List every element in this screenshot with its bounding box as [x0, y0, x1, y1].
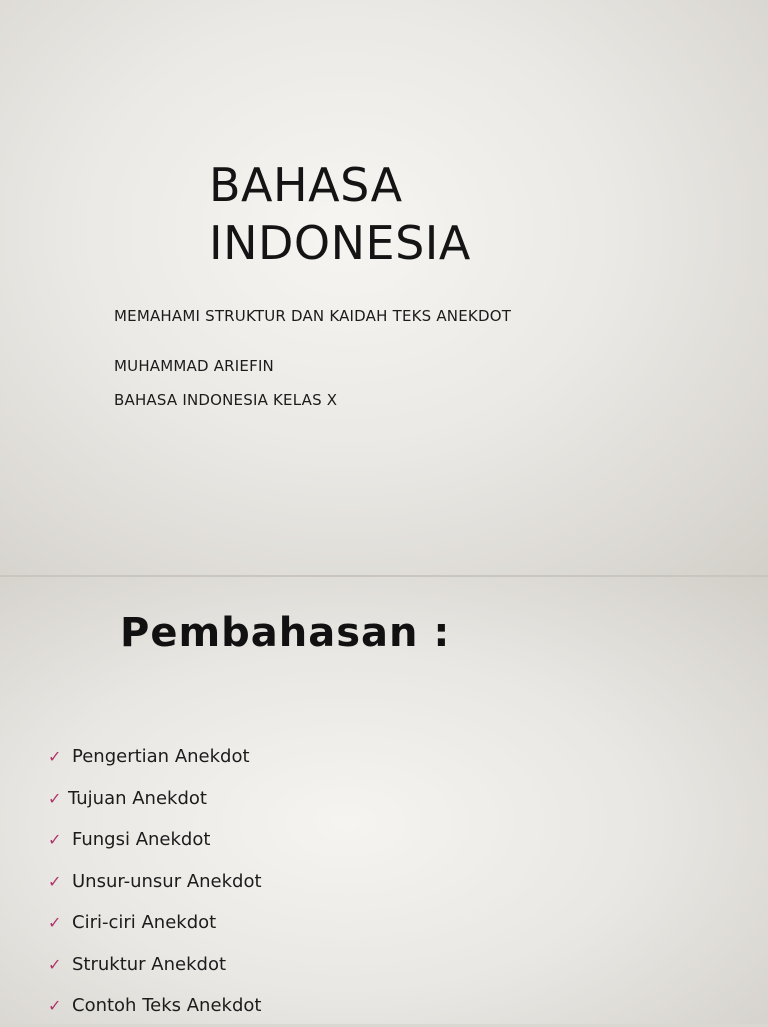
slide-title [209, 156, 471, 272]
author-name: MUHAMMAD ARIEFIN [114, 357, 274, 375]
title-line-2: INDONESIA [209, 216, 471, 270]
checkmark-icon: ✓ [48, 747, 62, 767]
list-item [48, 985, 262, 1027]
list-item [48, 902, 262, 944]
checkmark-icon: ✓ [48, 996, 62, 1016]
checkmark-icon: ✓ [48, 871, 62, 891]
course-name: BAHASA INDONESIA KELAS X [114, 391, 338, 409]
topic-label: Ciri-ciri Anekdot [72, 912, 217, 934]
checkmark-icon: ✓ [48, 954, 62, 974]
topic-label: Contoh Teks Anekdot [72, 995, 262, 1017]
list-item [48, 944, 262, 986]
list-item [48, 778, 262, 820]
list-item [48, 861, 262, 903]
checkmark-icon: ✓ [48, 913, 62, 933]
topic-label: Pengertian Anekdot [72, 746, 250, 768]
slide-subtitle: MEMAHAMI STRUKTUR DAN KAIDAH TEKS ANEKDOT [114, 307, 512, 325]
topic-label: Unsur-unsur Anekdot [72, 870, 262, 892]
topic-label: Tujuan Anekdot [68, 787, 207, 809]
topic-label: Struktur Anekdot [72, 953, 227, 975]
list-item [48, 819, 262, 861]
checkmark-icon: ✓ [48, 830, 62, 850]
topic-label: Fungsi Anekdot [72, 829, 211, 851]
title-line-1: BAHASA [209, 158, 403, 212]
checkmark-icon: ✓ [48, 788, 62, 808]
topics-heading: Pembahasan : [120, 610, 451, 656]
list-item [48, 736, 262, 778]
topics-list [48, 736, 262, 1027]
